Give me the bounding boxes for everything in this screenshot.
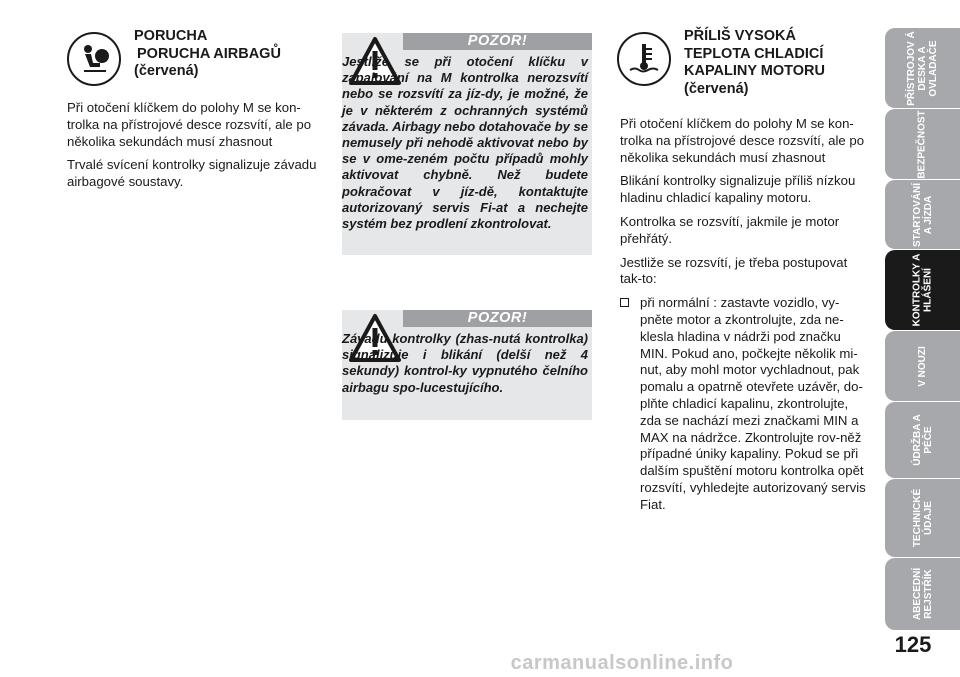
heading-line: KAPALINY MOTORU <box>684 63 825 79</box>
heading-line: PORUCHA <box>134 28 208 44</box>
paragraph: Blikání kontrolky signalizuje příliš nízkou hladinu chladicí kapaliny motoru. <box>620 173 856 206</box>
warning-title: POZOR! <box>403 310 592 327</box>
coolant-temperature-icon <box>617 32 671 86</box>
paragraph: Při otočení klíčkem do polohy M se kon-trolka na přístrojové desce rozsvítí, ale po několika sekundách musí zhasnout <box>620 116 865 165</box>
paragraph: Trvalé svícení kontrolky signalizuje závadu airbagové soustavy. <box>67 157 317 190</box>
tab-v-nouzi[interactable] <box>885 331 960 401</box>
tab-label: V NOUZI <box>917 345 928 387</box>
warning-text: Jestliže se při otočení klíčku v zapalování na M kontrolka nerozsvítí nebo se rozsvítí za jíz-dy, je možné, že je v některém z ochranných systémů závada. Airbagy nebo dotahovače by se nemusely při nehodě aktivovat nebo by se v ome-zeném počtu případů mohly aktivovat chybně. Než budete pokračovat v jíz-dě, kontaktujte autorizovaný servis Fi-at a nechejte systém bez prodlení zkontrolovat. <box>342 54 588 232</box>
tab-label: ABECEDNÍ REJSTŘÍK <box>911 567 934 621</box>
tab-kontrolky[interactable] <box>885 250 960 330</box>
page-number: 125 <box>894 632 932 657</box>
tab-startovani[interactable] <box>885 180 960 249</box>
heading-line: PORUCHA AIRBAGŮ <box>137 45 281 62</box>
coolant-heading <box>684 28 864 98</box>
airbag-warning-icon <box>67 32 121 86</box>
tab-label: STARTOVÁNÍ A JÍZDA <box>911 182 934 247</box>
heading-line: PŘÍLIŠ VYSOKÁ <box>684 28 796 44</box>
tab-udrzba[interactable] <box>885 402 960 478</box>
warning-box-2 <box>342 310 592 420</box>
tab-bezpecnost[interactable] <box>885 109 960 179</box>
bullet-text: při normální : zastavte vozidlo, vy-pněte motor a zkontrolujte, zda ne-klesla hladina v nádrži pod značku MIN. Pokud ano, počkejte několik mi-nut, aby mohl motor vychladnout, pak pomalu a opatrně otevřete uzávěr, do-plňte chladicí kapalinu, zkontrolujte, zda se nachází mezi značkami MIN a MAX na nádržce. Zkontrolujte rov-něž případné úniky kapaliny. Pokud se při dalším spuštění motoru kontrolka opět rozsvítí, vyhledejte autorizovaný servis Fiat. <box>640 295 866 512</box>
tab-technicke-udaje[interactable] <box>885 479 960 557</box>
checkbox-bullet-icon <box>620 298 629 307</box>
tab-label: KONTROLKY A HLÁŠENÍ <box>911 253 934 327</box>
paragraph: Při otočení klíčkem do polohy M se kon-trolka na přístrojové desce rozsvítí, ale po několika sekundách musí zhasnout <box>67 100 312 149</box>
tab-label: ÚDRŽBA A PÉČE <box>911 414 934 466</box>
tab-label: TECHNICKÉ ÚDAJE <box>911 488 934 548</box>
warning-box-1 <box>342 33 592 255</box>
warning-title: POZOR! <box>403 33 592 50</box>
airbag-heading <box>134 28 314 81</box>
tab-label: PŘÍSTROJOV Á DESKA A OVLADAČE <box>906 30 939 106</box>
tab-pristrojova-deska[interactable] <box>885 28 960 108</box>
paragraph: Jestliže se rozsvítí, je třeba postupovat tak-to: <box>620 254 848 287</box>
paragraph: Kontrolka se rozsvítí, jakmile je motor přehřátý. <box>620 213 840 246</box>
watermark: carmanualsonline.info <box>510 652 734 674</box>
tab-label: BEZPEČNOST <box>917 109 928 179</box>
heading-line: TEPLOTA CHLADICÍ <box>684 45 824 62</box>
heading-line: (červená) <box>134 63 199 79</box>
heading-line: (červená) <box>684 80 749 97</box>
bullet-item <box>620 295 868 513</box>
coolant-text <box>620 116 868 514</box>
tab-abecedni-rejstrik[interactable] <box>885 558 960 630</box>
warning-text: Závadu kontrolky (zhas-nutá kontrolka) signalizuje i blikání (delší než 4 sekundy) kontrol-ky vypnutého čelního airbagu spo-lucestujícího. <box>342 331 588 395</box>
airbag-text <box>67 100 322 198</box>
